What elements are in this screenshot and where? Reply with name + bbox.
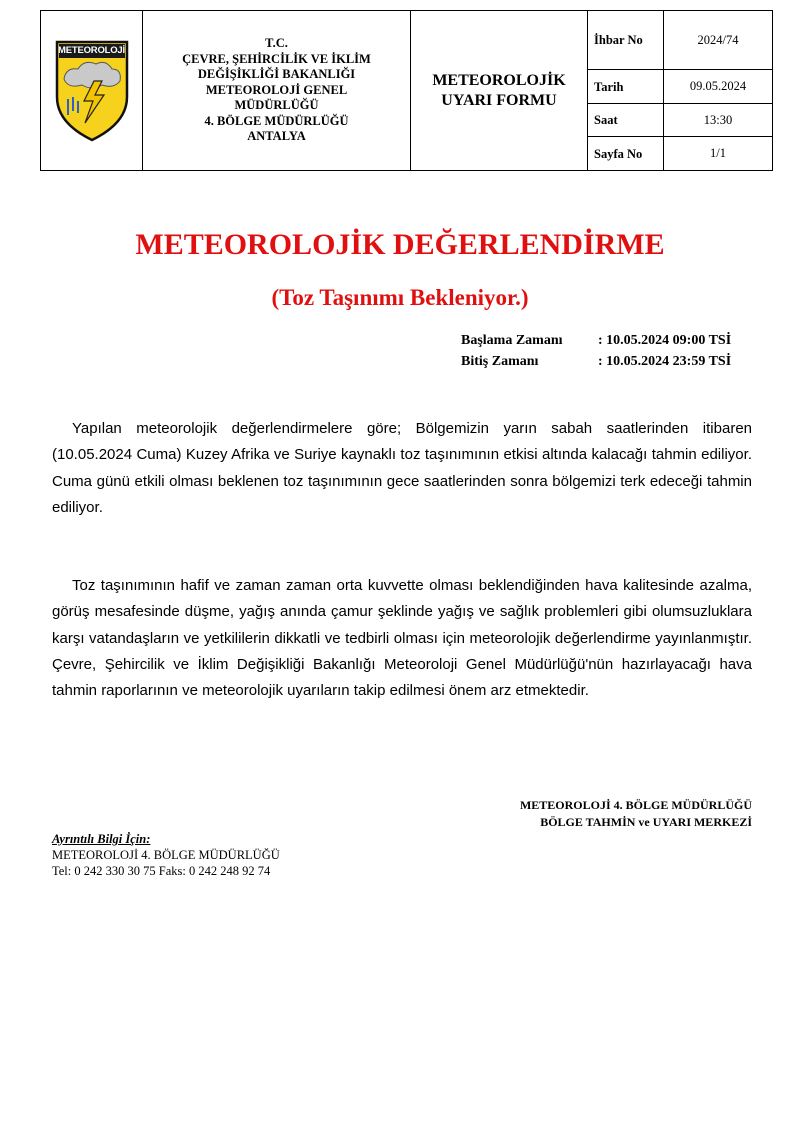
field-value-sayfa: 1/1	[664, 137, 773, 171]
field-label-sayfa: Sayfa No	[588, 137, 664, 171]
organization-block	[143, 11, 411, 171]
field-label-ihbar: İhbar No	[588, 11, 664, 70]
start-time-value: : 10.05.2024 09:00 TSİ	[598, 333, 732, 348]
contact-heading: Ayrıntılı Bilgi İçin:	[52, 832, 151, 846]
document-title: METEOROLOJİK DEĞERLENDİRME	[135, 228, 665, 261]
body-paragraph-1: Yapılan meteorolojik değerlendirmelere göre; Bölgemizin yarın sabah saatlerinden itibaren (10.05.2024 Cuma) Kuzey Afrika ve Suriye kaynaklı toz taşınımının etkisi altında kalacağı tahmin ediliyor. Cuma günü etkili olması beklenen toz taşınımının gece saatlerinden sonra bölgemizi terk edeceği tahmin ediliyor.	[52, 420, 752, 516]
start-time-label: Başlama Zamanı	[461, 333, 563, 348]
org-line: ANTALYA	[247, 129, 306, 144]
field-value-tarih: 09.05.2024	[664, 70, 773, 104]
contact-block	[52, 831, 280, 879]
header-table	[40, 10, 773, 171]
meteoroloji-logo-icon: METEOROLOJİ	[54, 39, 130, 143]
field-label-tarih: Tarih	[588, 70, 664, 104]
form-title: METEOROLOJİK UYARI FORMU	[411, 11, 588, 171]
document-subtitle: (Toz Taşınımı Bekleniyor.)	[271, 285, 529, 310]
field-value-ihbar: 2024/74	[664, 11, 773, 70]
contact-org: METEOROLOJİ 4. BÖLGE MÜDÜRLÜĞÜ	[52, 848, 280, 862]
contact-phone: Tel: 0 242 330 30 75 Faks: 0 242 248 92 74	[52, 864, 271, 878]
signature-line-1: METEOROLOJİ 4. BÖLGE MÜDÜRLÜĞÜ	[519, 798, 752, 812]
logo-cell	[41, 11, 143, 171]
end-time-value: : 10.05.2024 23:59 TSİ	[598, 354, 732, 369]
signature-line-2: BÖLGE TAHMİN ve UYARI MERKEZİ	[540, 815, 752, 829]
body-paragraph-2: Toz taşınımının hafif ve zaman zaman orta kuvvette olması beklendiğinden hava kalitesinde azalma, görüş mesafesinde düşme, yağış anında çamur şeklinde yağış ve sağlık problemleri gibi olumsuzluklara karşı vatandaşların ve yetkililerin dikkatli ve tedbirli olması için meteorolojik değerlendirme yayınlanmıştır. Çevre, Şehircilik ve İklim Değişikliği Bakanlığı Meteoroloji Genel Müdürlüğü'nün hazırlayacağı hava tahmin raporlarının ve meteorolojik uyarıların takip edilmesi önem arz etmektedir.	[52, 577, 752, 700]
org-line: MÜDÜRLÜĞÜ	[234, 98, 319, 113]
org-line: ÇEVRE, ŞEHİRCİLİK VE İKLİM	[182, 51, 371, 66]
end-time-label: Bitiş Zamanı	[461, 354, 539, 369]
field-value-saat: 13:30	[664, 104, 773, 137]
org-line: METEOROLOJİ GENEL	[205, 82, 348, 97]
org-line: T.C.	[265, 36, 288, 51]
field-label-saat: Saat	[588, 104, 664, 137]
org-line: DEĞİŞİKLİĞİ BAKANLIĞI	[197, 67, 356, 82]
org-line: 4. BÖLGE MÜDÜRLÜĞÜ	[204, 113, 349, 128]
